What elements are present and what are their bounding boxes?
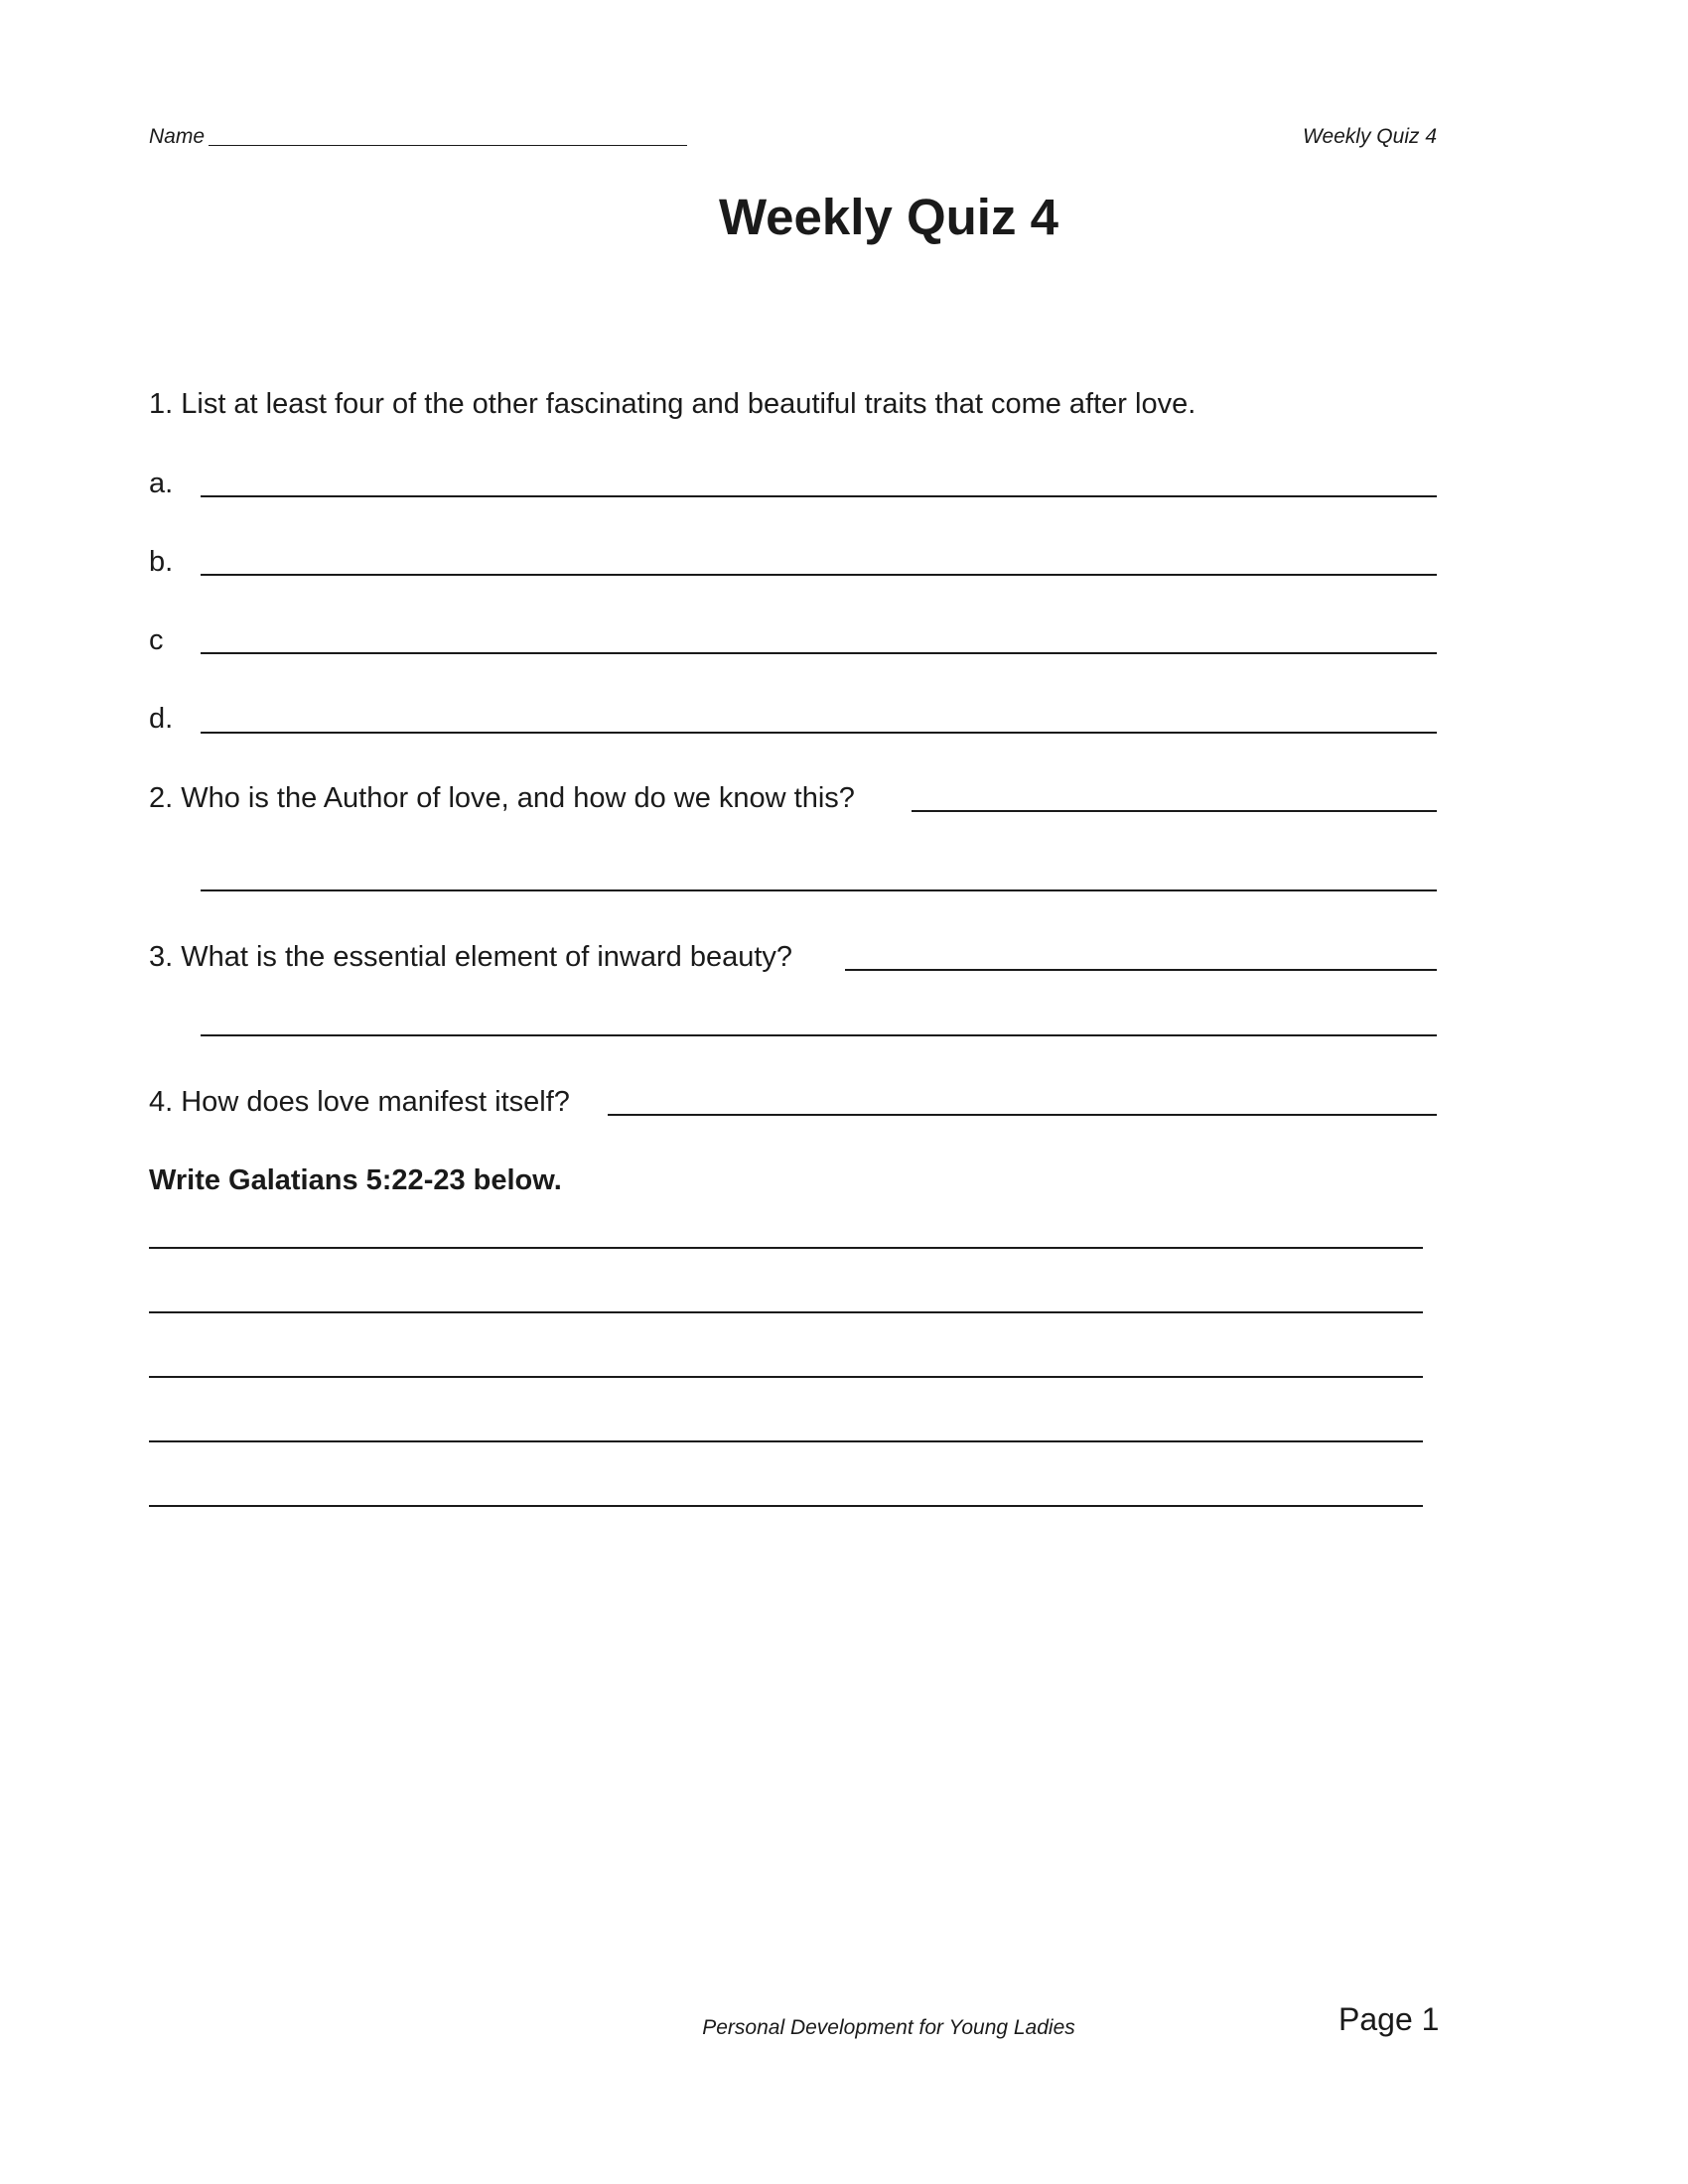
- answer-line-c[interactable]: [201, 652, 1437, 654]
- scripture-line-2[interactable]: [149, 1311, 1423, 1313]
- page-number: Page 1: [1338, 2001, 1440, 2037]
- footer-course-title: Personal Development for Young Ladies: [702, 2016, 1075, 2039]
- answer-line-a[interactable]: [201, 495, 1437, 497]
- name-input-line[interactable]: [209, 145, 687, 146]
- question-1-text: 1. List at least four of the other fascinating and beautiful traits that come after love.: [149, 388, 1196, 420]
- scripture-line-3[interactable]: [149, 1376, 1423, 1378]
- scripture-line-1[interactable]: [149, 1247, 1423, 1249]
- scripture-line-5[interactable]: [149, 1505, 1423, 1507]
- question-4-answer-line[interactable]: [608, 1114, 1437, 1116]
- question-4-text: 4. How does love manifest itself?: [149, 1086, 570, 1118]
- answer-label-d: d.: [149, 703, 174, 735]
- question-2-answer-line-1[interactable]: [912, 810, 1437, 812]
- answer-line-d[interactable]: [201, 732, 1437, 734]
- question-2-text: 2. Who is the Author of love, and how do we know this?: [149, 782, 855, 814]
- answer-label-a: a.: [149, 468, 174, 499]
- scripture-line-4[interactable]: [149, 1440, 1423, 1442]
- question-3-answer-line-2[interactable]: [201, 1034, 1437, 1036]
- name-label: Name: [149, 125, 206, 148]
- answer-label-c: c: [149, 624, 164, 656]
- header-quiz-label: Weekly Quiz 4: [1303, 125, 1437, 148]
- page-title: Weekly Quiz 4: [718, 189, 1059, 245]
- question-3-answer-line-1[interactable]: [845, 969, 1437, 971]
- scripture-prompt: Write Galatians 5:22-23 below.: [149, 1164, 562, 1196]
- question-3-text: 3. What is the essential element of inward beauty?: [149, 941, 793, 973]
- question-2-answer-line-2[interactable]: [201, 889, 1437, 891]
- answer-label-b: b.: [149, 546, 174, 578]
- answer-line-b[interactable]: [201, 574, 1437, 576]
